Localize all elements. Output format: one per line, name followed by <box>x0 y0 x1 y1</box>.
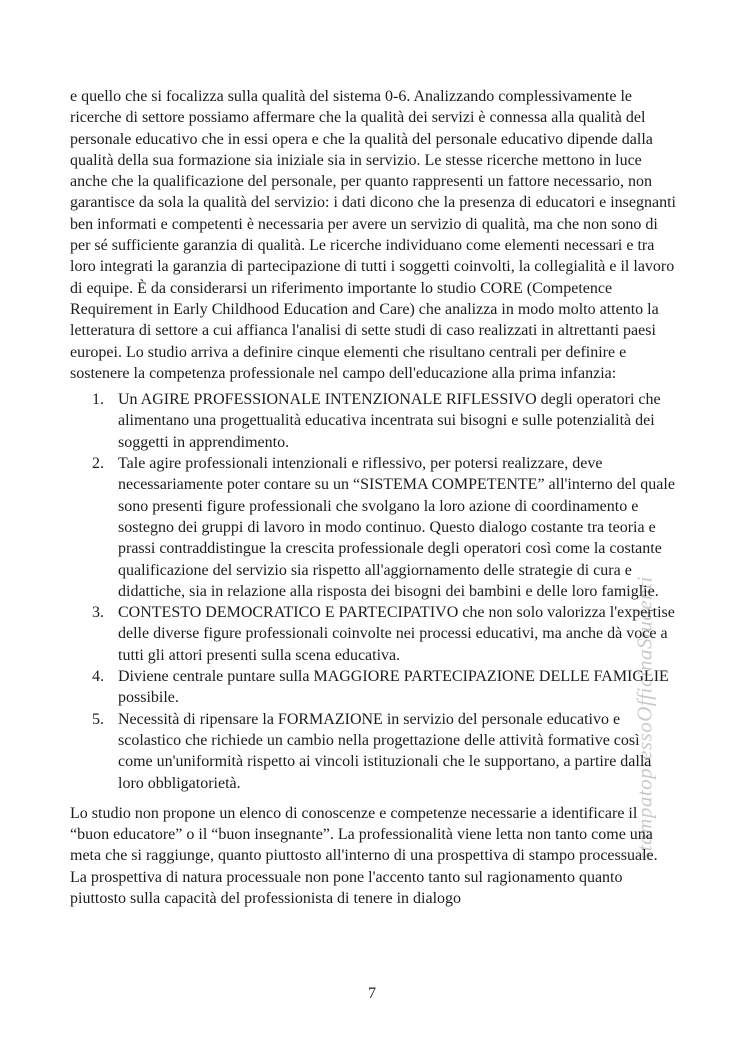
list-item-number: 3. <box>92 604 104 622</box>
list-item-text: Necessità di ripensare la FORMAZIONE in servizio del personale educativo e scolastico che richiede un cambio nella progettazione delle attività formative così come un'uniformità rispetto ai vincoli istituzionali che le supportano, a partire dalla loro obbligatorietà. <box>118 710 652 792</box>
list-item <box>70 389 678 453</box>
page-content <box>70 86 678 909</box>
list-item <box>70 709 678 794</box>
list-item-text: CONTESTO DEMOCRATICO E PARTECIPATIVO che non solo valorizza l'expertise delle diverse figure professionali coinvolte nei processi educativi, ma anche dà voce a tutti gli attori presenti sulla scena educativa. <box>118 604 675 664</box>
intro-paragraph: e quello che si focalizza sulla qualità del sistema 0-6. Analizzando complessivamente le ricerche di settore possiamo affermare che la qualità dei servizi è connessa alla qualità del personale educativo che in essi opera e che la qualità del personale educativo dipende dalla qualità della sua formazione sia iniziale sia in servizio. Le stesse ricerche mettono in luce anche che la qualificazione del personale, per quanto rappresenti un fattore necessario, non garantisce da sola la qualità del servizio: i dati dicono che la presenza di educatori e insegnanti ben informati e competenti è necessaria per avere un servizio di qualità, ma che non sono di per sé sufficiente garanzia di qualità. Le ricerche individuano come elementi necessari e tra loro integrati la garanzia di partecipazione di tutti i soggetti coinvolti, la collegialità e il lavoro di equipe. È da considerarsi un riferimento importante lo studio CORE (Competence Requirement in Early Childhood Education and Care) che analizza in modo molto attento la letteratura di settore a cui affianca l'analisi di sette studi di caso realizzati in altrettanti paesi europei. Lo studio arriva a definire cinque elementi che risultano centrali per definire e sostenere la competenza professionale nel campo dell'educazione alla prima infanzia: <box>70 88 676 382</box>
list-item-number: 5. <box>92 710 104 728</box>
page-number: 7 <box>368 985 376 1002</box>
list-item <box>70 602 678 666</box>
list-item <box>70 453 678 602</box>
list-item-number: 2. <box>92 455 104 473</box>
list-item-text: Diviene centrale puntare sulla MAGGIORE PARTECIPAZIONE DELLE FAMIGLIE possibile. <box>118 668 669 707</box>
list-item-number: 1. <box>92 391 104 409</box>
list-item-text: Un AGIRE PROFESSIONALE INTENZIONALE RIFLESSIVO degli operatori che alimentano una progettualità educativa incentrata sui bisogni e sulle potenzialità dei soggetti in apprendimento. <box>118 391 661 451</box>
list-item-text: Tale agire professionali intenzionali e riflessivo, per potersi realizzare, deve necessariamente poter contare su un “SISTEMA COMPETENTE” all'interno del quale sono presenti figure professionali che svolgano la loro azione di coordinamento e sostegno dei gruppi di lavoro in modo continuo. Questo dialogo costante tra teoria e prassi contraddistingue la crescita professionale degli operatori così come la costante qualificazione del servizio sia rispetto all'aggiornamento delle strategie di cura e didattiche, sia in relazione alla risposta dei bisogni dei bambini e delle loro famiglie. <box>118 455 675 600</box>
numbered-list <box>70 389 678 794</box>
list-item <box>70 666 678 709</box>
closing-paragraph: Lo studio non propone un elenco di conoscenze e competenze necessarie a identificare il “buon educatore” o il “buon insegnante”. La professionalità viene letta non tanto come una meta che si raggiunge, quanto piuttosto all'interno di una prospettiva di stampo processuale. La prospettiva di natura processuale non pone l'accento tanto sul ragionamento quanto piuttosto sulla capacità del professionista di tenere in dialogo <box>70 804 658 907</box>
watermark-text: stampatopressoOfficinaStudenti <box>632 576 657 860</box>
list-item-number: 4. <box>92 668 104 686</box>
